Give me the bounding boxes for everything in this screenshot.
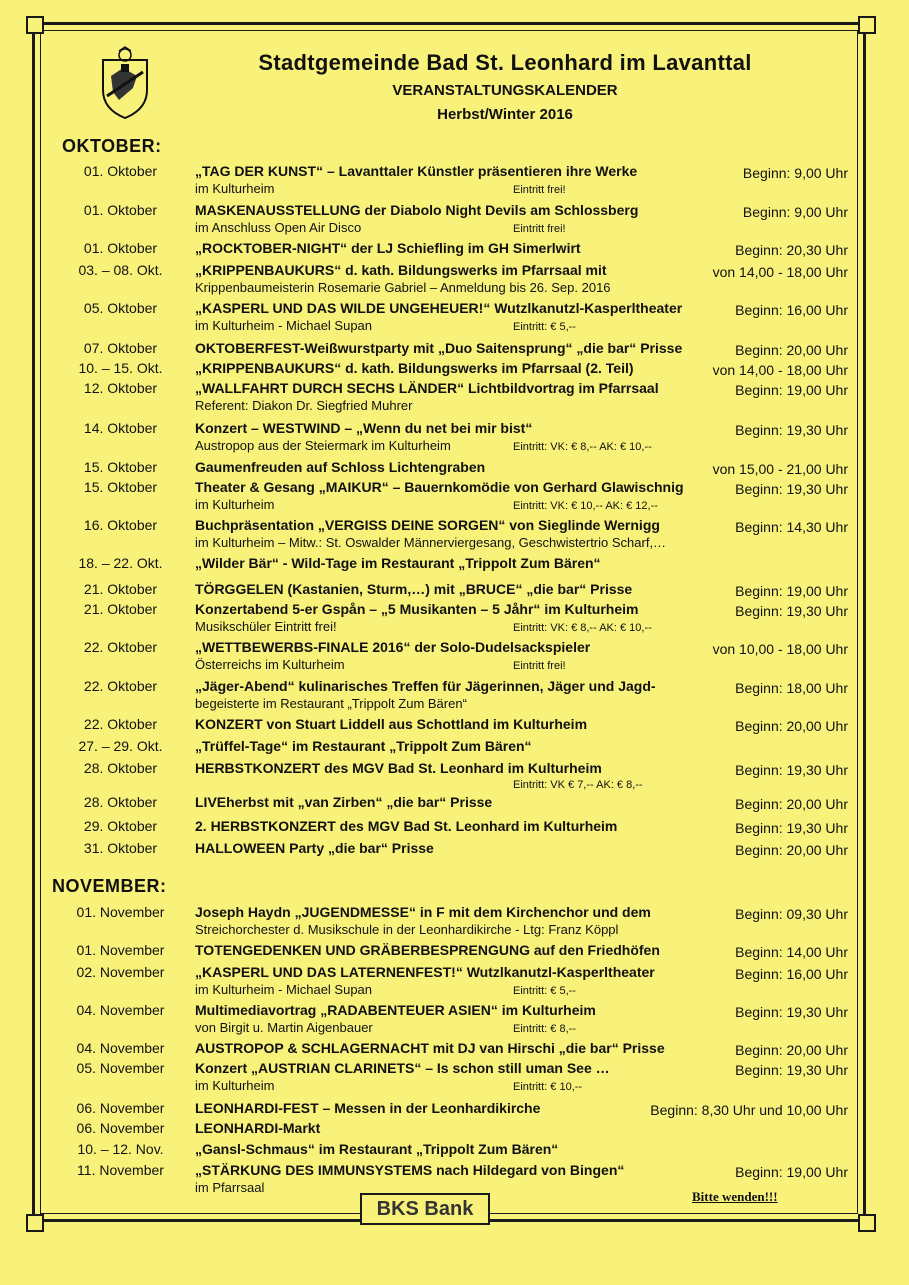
coat-of-arms-icon xyxy=(97,46,153,120)
event-date: 15. Oktober xyxy=(83,479,158,495)
event-time: Beginn: 20,00 Uhr xyxy=(735,342,848,358)
event-title: TOTENGEDENKEN UND GRÄBERBESPRENGUNG auf den Friedhöfen xyxy=(195,942,660,958)
event-date: 01. November xyxy=(76,904,165,920)
event-admission: Eintritt frei! xyxy=(513,223,566,235)
event-date: 22. Oktober xyxy=(83,716,158,732)
event-time: Beginn: 19,30 Uhr xyxy=(735,820,848,836)
event-time: Beginn: 19,00 Uhr xyxy=(735,382,848,398)
event-details: von Birgit u. Martin Aigenbauer xyxy=(195,1020,373,1035)
event-title: TÖRGGELEN (Kastanien, Sturm,…) mit „BRUCE“ „die bar“ Prisse xyxy=(195,581,633,597)
event-date: 16. Oktober xyxy=(83,517,158,533)
event-title: „ROCKTOBER-NIGHT“ der LJ Schiefling im GH Simerlwirt xyxy=(195,240,581,256)
event-date: 03. – 08. Okt. xyxy=(78,262,163,278)
event-description xyxy=(195,942,715,959)
event-details: begeisterte im Restaurant „Trippolt Zum Bären“ xyxy=(195,696,467,711)
event-details: Österreichs im Kulturheim xyxy=(195,657,345,672)
event-details: im Kulturheim xyxy=(195,497,275,512)
event-date: 06. November xyxy=(76,1100,165,1116)
event-description xyxy=(195,340,715,357)
event-description xyxy=(195,1120,715,1137)
event-time: Beginn: 9,00 Uhr xyxy=(742,204,848,220)
event-title: LEONHARDI-FEST – Messen in der Leonhardikirche xyxy=(195,1100,541,1116)
section-heading-november: NOVEMBER: xyxy=(52,876,167,896)
event-details: Streichorchester d. Musikschule in der Leonhardikirche - Ltg: Franz Köppl xyxy=(195,922,619,937)
event-description xyxy=(195,818,715,835)
event-details: im Kulturheim xyxy=(195,181,275,196)
event-date: 01. Oktober xyxy=(83,240,158,256)
event-details: im Pfarrsaal xyxy=(195,1180,265,1195)
event-time: Beginn: 16,00 Uhr xyxy=(735,302,848,318)
event-title: „Gansl-Schmaus“ im Restaurant „Trippolt Zum Bären“ xyxy=(195,1141,559,1157)
event-date: 22. Oktober xyxy=(83,639,158,655)
event-time: Beginn: 18,00 Uhr xyxy=(735,680,848,696)
event-date: 31. Oktober xyxy=(83,840,158,856)
event-date: 01. Oktober xyxy=(83,202,158,218)
frame-corner-ornament xyxy=(26,16,44,34)
event-time: Beginn: 19,30 Uhr xyxy=(735,603,848,619)
event-title: AUSTROPOP & SCHLAGERNACHT mit DJ van Hirschi „die bar“ Prisse xyxy=(195,1040,665,1056)
event-date: 04. November xyxy=(76,1040,165,1056)
event-time: Beginn: 20,00 Uhr xyxy=(735,842,848,858)
event-title: „STÄRKUNG DES IMMUNSYSTEMS nach Hildegard von Bingen“ xyxy=(195,1162,625,1178)
event-date: 05. November xyxy=(76,1060,165,1076)
event-date: 21. Oktober xyxy=(83,601,158,617)
event-details: im Kulturheim - Michael Supan xyxy=(195,982,373,997)
event-time: Beginn: 19,00 Uhr xyxy=(735,1164,848,1180)
event-date: 18. – 22. Okt. xyxy=(78,555,163,571)
event-description xyxy=(195,1162,715,1196)
event-title: „Jäger-Abend“ kulinarisches Treffen für Jägerinnen, Jäger und Jagd- xyxy=(195,678,656,694)
event-title: „KASPERL UND DAS LATERNENFEST!“ Wutzlkanutzl-Kasperltheater xyxy=(195,964,655,980)
event-admission: Eintritt: € 8,-- xyxy=(513,1023,576,1035)
event-title: „KRIPPENBAUKURS“ d. kath. Bildungswerks im Pfarrsaal mit xyxy=(195,262,607,278)
event-details: Austropop aus der Steiermark im Kulturheim xyxy=(195,438,451,453)
event-description xyxy=(195,1002,715,1036)
event-date: 28. Oktober xyxy=(83,760,158,776)
event-title: MASKENAUSSTELLUNG der Diabolo Night Devils am Schlossberg xyxy=(195,202,639,218)
event-title: Konzert – WESTWIND – „Wenn du net bei mir bist“ xyxy=(195,420,533,436)
event-time: Beginn: 19,30 Uhr xyxy=(735,422,848,438)
event-description xyxy=(195,459,715,476)
event-time: Beginn: 20,30 Uhr xyxy=(735,242,848,258)
event-date: 28. Oktober xyxy=(83,794,158,810)
event-description xyxy=(195,678,715,712)
event-title: „WETTBEWERBS-FINALE 2016“ der Solo-Dudelsackspieler xyxy=(195,639,591,655)
event-details: Krippenbaumeisterin Rosemarie Gabriel – Anmeldung bis 26. Sep. 2016 xyxy=(195,280,611,295)
event-admission: Eintritt: € 10,-- xyxy=(513,1081,583,1093)
calendar-heading: VERANSTALTUNGSKALENDER xyxy=(392,82,618,99)
event-title: „Wilder Bär“ - Wild-Tage im Restaurant „Trippolt Zum Bären“ xyxy=(195,555,601,571)
event-details: Referent: Diakon Dr. Siegfried Muhrer xyxy=(195,398,413,413)
page-title: Stadtgemeinde Bad St. Leonhard im Lavanttal xyxy=(258,50,752,75)
bks-bank-logo: BKS Bank xyxy=(360,1193,490,1225)
event-admission: Eintritt: € 5,-- xyxy=(513,985,576,997)
event-description xyxy=(195,555,715,572)
event-date: 12. Oktober xyxy=(83,380,158,396)
event-date: 02. November xyxy=(76,964,165,980)
event-title: LIVEherbst mit „van Zirben“ „die bar“ Prisse xyxy=(195,794,493,810)
event-time: von 14,00 - 18,00 Uhr xyxy=(712,264,848,280)
event-date: 27. – 29. Okt. xyxy=(78,738,163,754)
event-time: Beginn: 19,30 Uhr xyxy=(735,1062,848,1078)
event-date: 01. Oktober xyxy=(83,163,158,179)
event-time: Beginn: 19,30 Uhr xyxy=(735,481,848,497)
frame-corner-ornament xyxy=(858,16,876,34)
event-time: Beginn: 20,00 Uhr xyxy=(735,1042,848,1058)
event-time: Beginn: 8,30 Uhr und 10,00 Uhr xyxy=(650,1102,848,1118)
event-admission: Eintritt: VK: € 8,-- AK: € 10,-- xyxy=(513,622,652,634)
event-admission: Eintritt frei! xyxy=(513,184,566,196)
event-description xyxy=(195,760,715,777)
event-details: im Kulturheim xyxy=(195,1078,275,1093)
event-title: „WALLFAHRT DURCH SECHS LÄNDER“ Lichtbildvortrag im Pfarrsaal xyxy=(195,380,659,396)
frame-corner-ornament xyxy=(858,1214,876,1232)
event-title: KONZERT von Stuart Liddell aus Schottland im Kulturheim xyxy=(195,716,588,732)
event-time: Beginn: 19,30 Uhr xyxy=(735,1004,848,1020)
event-title: LEONHARDI-Markt xyxy=(195,1120,321,1136)
please-turn-note: Bitte wenden!!! xyxy=(692,1189,778,1204)
event-description xyxy=(195,794,715,811)
event-details: im Kulturheim – Mitw.: St. Oswalder Männerviergesang, Geschwistertrio Scharf,… xyxy=(195,535,667,550)
event-title: HALLOWEEN Party „die bar“ Prisse xyxy=(195,840,434,856)
event-date: 29. Oktober xyxy=(83,818,158,834)
event-description xyxy=(195,1141,715,1158)
event-time: von 15,00 - 21,00 Uhr xyxy=(712,461,848,477)
event-details: im Anschluss Open Air Disco xyxy=(195,220,362,235)
event-description xyxy=(195,1040,715,1057)
event-date: 21. Oktober xyxy=(83,581,158,597)
event-title: Buchpräsentation „VERGISS DEINE SORGEN“ von Sieglinde Wernigg xyxy=(195,517,660,533)
event-time: Beginn: 20,00 Uhr xyxy=(735,796,848,812)
event-description xyxy=(195,581,715,598)
event-date: 14. Oktober xyxy=(83,420,158,436)
event-title: „TAG DER KUNST“ – Lavanttaler Künstler präsentieren ihre Werke xyxy=(195,163,638,179)
event-description xyxy=(195,300,715,334)
event-description xyxy=(195,360,715,377)
event-details: im Kulturheim - Michael Supan xyxy=(195,318,373,333)
event-admission: Eintritt: € 5,-- xyxy=(513,321,576,333)
event-title: HERBSTKONZERT des MGV Bad St. Leonhard im Kulturheim xyxy=(195,760,602,776)
event-description xyxy=(195,904,715,938)
event-time: Beginn: 19,30 Uhr xyxy=(735,762,848,778)
event-time: Beginn: 09,30 Uhr xyxy=(735,906,848,922)
event-details: Musikschüler Eintritt frei! xyxy=(195,619,337,634)
event-admission: Eintritt: VK € 7,-- AK: € 8,-- xyxy=(513,779,643,791)
event-description xyxy=(195,517,715,551)
event-description xyxy=(195,262,715,296)
event-title: Multimediavortrag „RADABENTEUER ASIEN“ im Kulturheim xyxy=(195,1002,596,1018)
event-admission: Eintritt frei! xyxy=(513,660,566,672)
event-date: 06. November xyxy=(76,1120,165,1136)
event-description xyxy=(195,738,715,755)
event-description xyxy=(195,1060,715,1094)
event-date: 22. Oktober xyxy=(83,678,158,694)
event-description xyxy=(195,639,715,673)
event-description xyxy=(195,964,715,998)
event-date: 15. Oktober xyxy=(83,459,158,475)
event-title: OKTOBERFEST-Weißwurstparty mit „Duo Saitensprung“ „die bar“ Prisse xyxy=(195,340,683,356)
event-description xyxy=(195,240,715,257)
event-time: Beginn: 20,00 Uhr xyxy=(735,718,848,734)
event-time: Beginn: 19,00 Uhr xyxy=(735,583,848,599)
event-date: 05. Oktober xyxy=(83,300,158,316)
event-date: 07. Oktober xyxy=(83,340,158,356)
event-title: Theater & Gesang „MAIKUR“ – Bauernkomödie von Gerhard Glawischnig xyxy=(195,479,684,495)
event-title: Konzert „AUSTRIAN CLARINETS“ – Is schon still uman See … xyxy=(195,1060,610,1076)
event-description xyxy=(195,380,715,414)
event-date: 11. November xyxy=(77,1162,164,1178)
season-label: Herbst/Winter 2016 xyxy=(437,106,573,123)
event-title: „Trüffel-Tage“ im Restaurant „Trippolt Zum Bären“ xyxy=(195,738,532,754)
section-heading-oktober: OKTOBER: xyxy=(62,136,162,156)
event-time: Beginn: 14,30 Uhr xyxy=(735,519,848,535)
frame-corner-ornament xyxy=(26,1214,44,1232)
event-title: Konzertabend 5-er Gspån – „5 Musikanten – 5 Jåhr“ im Kulturheim xyxy=(195,601,639,617)
event-date: 04. November xyxy=(76,1002,165,1018)
event-admission: Eintritt: VK: € 10,-- AK: € 12,-- xyxy=(513,500,658,512)
event-date: 01. November xyxy=(76,942,165,958)
event-description xyxy=(195,202,715,236)
event-time: Beginn: 9,00 Uhr xyxy=(742,165,848,181)
event-admission: Eintritt: VK: € 8,-- AK: € 10,-- xyxy=(513,441,652,453)
event-title: Gaumenfreuden auf Schloss Lichtengraben xyxy=(195,459,486,475)
event-description xyxy=(195,840,715,857)
event-description xyxy=(195,1100,715,1117)
event-date: 10. – 12. Nov. xyxy=(77,1141,164,1157)
event-time: Beginn: 16,00 Uhr xyxy=(735,966,848,982)
event-description xyxy=(195,716,715,733)
event-date: 10. – 15. Okt. xyxy=(78,360,163,376)
event-description xyxy=(195,163,715,197)
event-title: 2. HERBSTKONZERT des MGV Bad St. Leonhard im Kulturheim xyxy=(195,818,618,834)
event-title: „KRIPPENBAUKURS“ d. kath. Bildungswerks im Pfarrsaal (2. Teil) xyxy=(195,360,634,376)
event-title: „KASPERL UND DAS WILDE UNGEHEUER!“ Wutzlkanutzl-Kasperltheater xyxy=(195,300,683,316)
event-time: von 14,00 - 18,00 Uhr xyxy=(712,362,848,378)
event-time: von 10,00 - 18,00 Uhr xyxy=(712,641,848,657)
event-title: Joseph Haydn „JUGENDMESSE“ in F mit dem Kirchenchor und dem xyxy=(195,904,651,920)
event-time: Beginn: 14,00 Uhr xyxy=(735,944,848,960)
